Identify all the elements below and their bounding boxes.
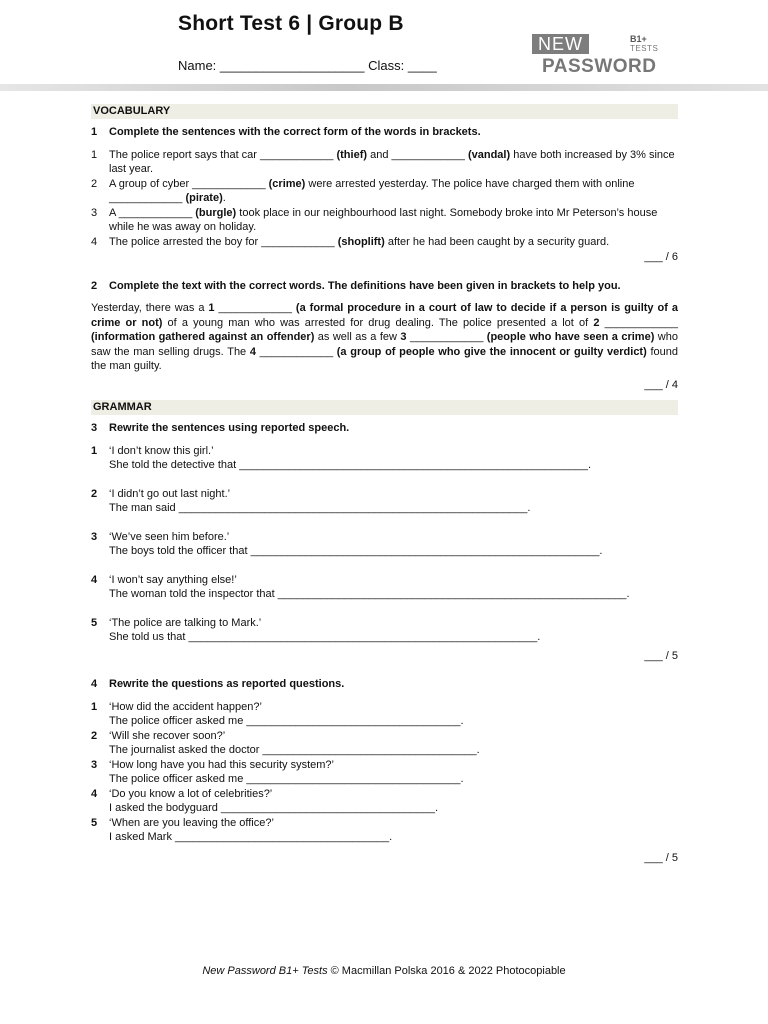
item-number: 4 xyxy=(91,787,98,800)
item-text: A group of cyber ____________ (crime) were arrested yesterday. The police have charged them with online ____________ (pirate). xyxy=(109,177,635,204)
reported-item xyxy=(91,444,678,473)
item-number: 2 xyxy=(91,487,98,500)
vocabulary-heading: VOCABULARY xyxy=(91,104,678,119)
instruction-text: Rewrite the questions as reported questions. xyxy=(109,678,345,691)
quote-text: ‘The police are talking to Mark.’ xyxy=(109,616,262,629)
exercise-number: 2 xyxy=(91,279,98,292)
page-title: Short Test 6 | Group B xyxy=(178,12,404,35)
reported-item xyxy=(91,616,678,645)
item-text: The police arrested the boy for ____________ (shoplift) after he had been caught by a security guard. xyxy=(109,235,610,248)
item-number: 4 xyxy=(91,573,98,586)
item-number: 5 xyxy=(91,616,98,629)
rewrite-prompt: The police officer asked me ___________________________________. xyxy=(109,773,464,786)
sentence-item xyxy=(91,148,678,177)
reported-item xyxy=(91,787,678,816)
item-number: 2 xyxy=(91,177,98,190)
sentence-item xyxy=(91,206,678,235)
exercise-2-score: ___ / 4 xyxy=(644,378,678,391)
reported-item xyxy=(91,573,678,602)
item-number: 1 xyxy=(91,148,98,161)
quote-text: ‘How long have you had this security system?’ xyxy=(109,758,334,771)
instruction-text: Complete the sentences with the correct form of the words in brackets. xyxy=(109,126,481,138)
rewrite-prompt: She told us that _________________________________________________________. xyxy=(109,631,541,644)
item-number: 4 xyxy=(91,235,98,248)
item-text: The police report says that car ____________ (thief) and ____________ (vandal) have both increased by 3% since last year. xyxy=(109,148,675,175)
quote-text: ‘Do you know a lot of celebrities?’ xyxy=(109,787,273,800)
exercise-1-score: ___ / 6 xyxy=(644,251,678,263)
instruction-text: Rewrite the sentences using reported speech. xyxy=(109,422,350,435)
reported-item xyxy=(91,700,678,729)
quote-text: ‘I don’t know this girl.’ xyxy=(109,444,214,457)
quote-text: ‘How did the accident happen?’ xyxy=(109,700,262,713)
exercise-3-score: ___ / 5 xyxy=(644,649,678,662)
exercise-number: 3 xyxy=(91,422,98,435)
reported-item xyxy=(91,729,678,758)
item-number: 1 xyxy=(91,700,98,713)
footer-copyright: © Macmillan Polska 2016 & 2022 Photocopiable xyxy=(327,965,566,977)
item-number: 5 xyxy=(91,816,98,829)
logo-level-text: B1+ xyxy=(630,34,647,44)
quote-text: ‘We’ve seen him before.’ xyxy=(109,530,230,543)
worksheet-content xyxy=(91,104,678,871)
exercise-number: 1 xyxy=(91,126,98,138)
rewrite-prompt: She told the detective that _________________________________________________________. xyxy=(109,459,592,472)
quote-text: ‘Will she recover soon?’ xyxy=(109,729,226,742)
exercise-3-items xyxy=(91,444,678,645)
exercise-3-instruction xyxy=(91,421,678,436)
item-number: 3 xyxy=(91,530,98,543)
logo-tests-text: TESTS xyxy=(630,44,659,53)
rewrite-prompt: I asked the bodyguard ___________________________________. xyxy=(109,802,439,815)
exercise-4-items xyxy=(91,700,678,845)
new-password-logo xyxy=(532,34,672,78)
footer xyxy=(0,965,768,977)
quote-text: ‘I won’t say anything else!’ xyxy=(109,573,237,586)
rewrite-prompt: I asked Mark ___________________________________. xyxy=(109,831,393,844)
logo-password-text: PASSWORD xyxy=(542,56,657,77)
item-number: 1 xyxy=(91,444,98,457)
rewrite-prompt: The journalist asked the doctor ___________________________________. xyxy=(109,744,480,757)
footer-title: New Password B1+ Tests xyxy=(202,965,328,977)
reported-item xyxy=(91,758,678,787)
exercise-2-instruction xyxy=(91,279,678,294)
reported-item xyxy=(91,816,678,845)
grammar-heading: GRAMMAR xyxy=(91,400,678,415)
exercise-4-instruction xyxy=(91,677,678,692)
rewrite-prompt: The man said _________________________________________________________. xyxy=(109,502,531,515)
sentence-item xyxy=(91,235,678,250)
header-divider xyxy=(0,84,768,91)
name-class-line: Name: ____________________ Class: ____ xyxy=(178,58,437,73)
item-number: 2 xyxy=(91,729,98,742)
quote-text: ‘When are you leaving the office?’ xyxy=(109,816,274,829)
instruction-text: Complete the text with the correct words. The definitions have been given in brackets to help you. xyxy=(109,279,621,292)
exercise-number: 4 xyxy=(91,678,98,691)
quote-text: ‘I didn’t go out last night.’ xyxy=(109,487,231,500)
logo-new-text: NEW xyxy=(532,34,589,54)
item-text: A ____________ (burgle) took place in our neighbourhood last night. Somebody broke into Mr Peterson’s house while he was away on holiday. xyxy=(109,206,658,233)
reported-item xyxy=(91,487,678,516)
exercise-2-text: Yesterday, there was a 1 ____________ (a formal procedure in a court of law to decide if a person is guilty of a crime or not) of a young man who was arrested for drug dealing. The police presented a lot of 2 ____________ (information gathered against an offender) as well as a few 3 ____________ (people who have seen a crime) who saw the man selling drugs. The 4 ____________ (a group of people who give the innocent or guilty verdict) found the man guilty. xyxy=(91,302,679,373)
reported-item xyxy=(91,530,678,559)
rewrite-prompt: The boys told the officer that _________________________________________________________. xyxy=(109,545,603,558)
exercise-1-items xyxy=(91,148,678,250)
rewrite-prompt: The woman told the inspector that _________________________________________________________. xyxy=(109,588,630,601)
item-number: 3 xyxy=(91,758,98,771)
item-number: 3 xyxy=(91,206,98,219)
rewrite-prompt: The police officer asked me ___________________________________. xyxy=(109,715,464,728)
exercise-4-score: ___ / 5 xyxy=(644,851,678,864)
exercise-1-instruction xyxy=(91,125,678,140)
sentence-item xyxy=(91,177,678,206)
